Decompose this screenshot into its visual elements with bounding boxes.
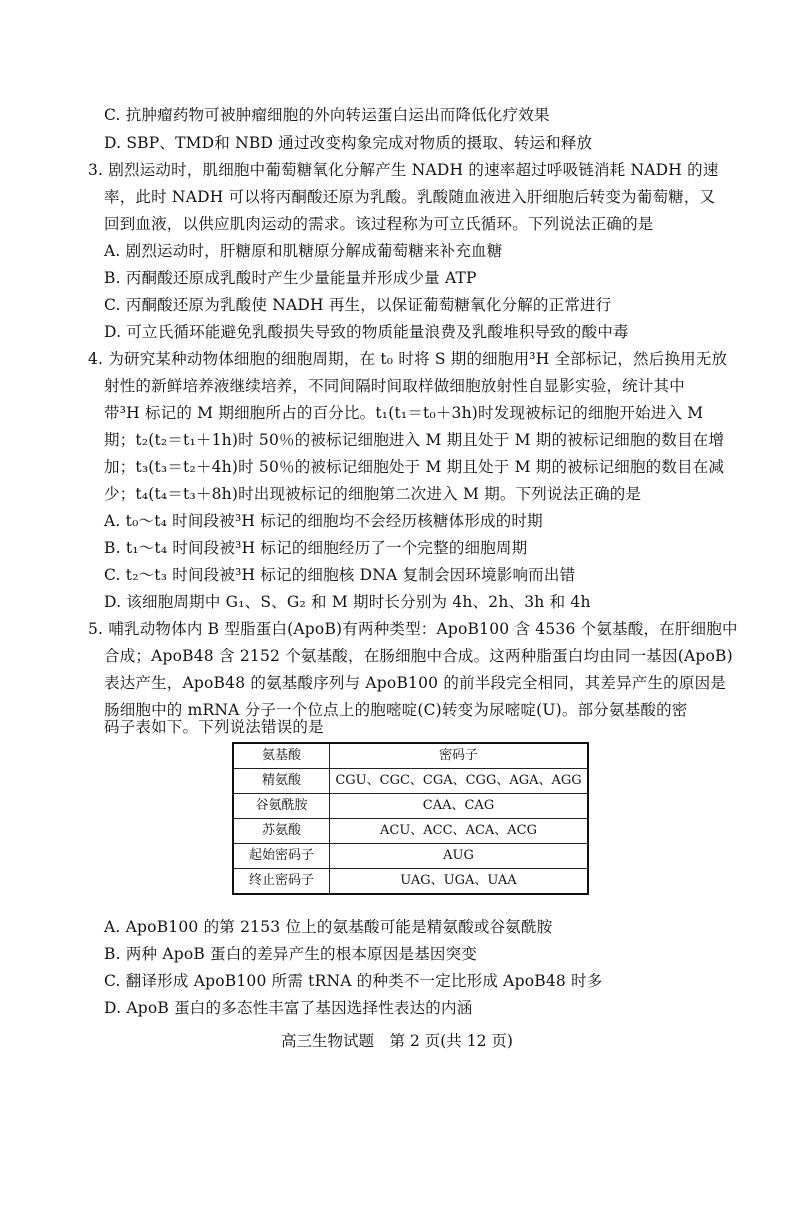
q4-option-d: D. 该细胞周期中 G₁、S、G₂ 和 M 期时长分别为 4h、2h、3h 和 4h [104, 593, 591, 611]
page-footer: 高三生物试题 第 2 页(共 12 页) [281, 1032, 513, 1050]
q4-stem-line-4: 期；t₂(t₂＝t₁＋1h)时 50％的被标记细胞进入 M 期且处于 M 期的被标记细胞的数目在增 [104, 431, 725, 449]
table-header-codon: 密码子 [330, 743, 589, 769]
q4-stem-line-2: 射性的新鲜培养液继续培养，不同间隔时间取样做细胞放射性自显影实验，统计其中 [104, 377, 685, 395]
q4-stem-line-6: 少；t₄(t₄＝t₃＋8h)时出现被标记的细胞第二次进入 M 期。下列说法正确的是 [104, 485, 642, 503]
q5-option-d: D. ApoB 蛋白的多态性丰富了基因选择性表达的内涵 [104, 999, 473, 1017]
q5-stem-line-5: 码子表如下。下列说法错误的是 [104, 718, 324, 736]
q5-option-a: A. ApoB100 的第 2153 位上的氨基酸可能是精氨酸或谷氨酰胺 [104, 918, 553, 936]
q4-stem-line-1: 4. 为研究某种动物体细胞的细胞周期，在 t₀ 时将 S 期的细胞用³H 全部标记，然后换用无放 [88, 350, 728, 368]
table-cell-amino-acid: 精氨酸 [233, 769, 330, 794]
table-row [233, 819, 588, 844]
q5-stem-line-1: 5. 哺乳动物体内 B 型脂蛋白(ApoB)有两种类型：ApoB100 含 4536 个氨基酸，在肝细胞中 [88, 620, 738, 638]
q3-stem-line-2: 率，此时 NADH 可以将丙酮酸还原为乳酸。乳酸随血液进入肝细胞后转变为葡萄糖，又 [104, 188, 716, 206]
q5-stem-line-2: 合成；ApoB48 含 2152 个氨基酸，在肠细胞中合成。这两种脂蛋白均由同一基因(ApoB) [104, 647, 733, 665]
table-cell-amino-acid: 谷氨酰胺 [233, 794, 330, 819]
q3-option-d: D. 可立氏循环能避免乳酸损失导致的物质能量浪费及乳酸堆积导致的酸中毒 [104, 323, 629, 341]
table-cell-codons: AUG [330, 844, 589, 869]
q5-stem-line-4: 肠细胞中的 mRNA 分子一个位点上的胞嘧啶(C)转变为尿嘧啶(U)。部分氨基酸的密 [104, 701, 688, 719]
q3-option-a: A. 剧烈运动时，肝糖原和肌糖原分解成葡萄糖来补充血糖 [104, 242, 503, 260]
table-row [233, 844, 588, 869]
q3-stem-line-3: 回到血液，以供应肌肉运动的需求。该过程称为可立氏循环。下列说法正确的是 [104, 215, 654, 233]
table-cell-codons: ACU、ACC、ACA、ACG [330, 819, 589, 844]
table-row [233, 769, 588, 794]
table-cell-codons: UAG、UGA、UAA [330, 869, 589, 895]
q2-option-d: D. SBP、TMD和 NBD 通过改变构象完成对物质的摄取、转运和释放 [104, 134, 593, 152]
q2-option-c: C. 抗肿瘤药物可被肿瘤细胞的外向转运蛋白运出而降低化疗效果 [104, 106, 550, 124]
q3-option-b: B. 丙酮酸还原成乳酸时产生少量能量并形成少量 ATP [104, 269, 477, 287]
table-cell-amino-acid: 苏氨酸 [233, 819, 330, 844]
codon-table [232, 742, 589, 895]
table-cell-amino-acid: 起始密码子 [233, 844, 330, 869]
table-row [233, 794, 588, 819]
q4-option-b: B. t₁～t₄ 时间段被³H 标记的细胞经历了一个完整的细胞周期 [104, 539, 528, 557]
table-header-row [233, 743, 588, 769]
q4-stem-line-3: 带³H 标记的 M 期细胞所占的百分比。t₁(t₁＝t₀＋3h)时发现被标记的细胞开始进入 M [104, 404, 704, 422]
table-cell-codons: CGU、CGC、CGA、CGG、AGA、AGG [330, 769, 589, 794]
q5-stem-line-3: 表达产生，ApoB48 的氨基酸序列与 ApoB100 的前半段完全相同，其差异产生的原因是 [104, 674, 726, 692]
table-header-amino-acid: 氨基酸 [233, 743, 330, 769]
q3-option-c: C. 丙酮酸还原为乳酸使 NADH 再生，以保证葡萄糖氧化分解的正常进行 [104, 296, 612, 314]
q4-stem-line-5: 加；t₃(t₃＝t₂＋4h)时 50％的被标记细胞处于 M 期且处于 M 期的被标记细胞的数目在减 [104, 458, 725, 476]
table-row [233, 869, 588, 895]
q4-option-c: C. t₂～t₃ 时间段被³H 标记的细胞核 DNA 复制会因环境影响而出错 [104, 566, 576, 584]
q3-stem-line-1: 3. 剧烈运动时，肌细胞中葡萄糖氧化分解产生 NADH 的速率超过呼吸链消耗 NADH 的速 [88, 161, 719, 179]
q5-option-c: C. 翻译形成 ApoB100 所需 tRNA 的种类不一定比形成 ApoB48 时多 [104, 972, 603, 990]
table-cell-amino-acid: 终止密码子 [233, 869, 330, 895]
table-cell-codons: CAA、CAG [330, 794, 589, 819]
q4-option-a: A. t₀～t₄ 时间段被³H 标记的细胞均不会经历核糖体形成的时期 [104, 512, 543, 530]
q5-option-b: B. 两种 ApoB 蛋白的差异产生的根本原因是基因突变 [104, 945, 478, 963]
